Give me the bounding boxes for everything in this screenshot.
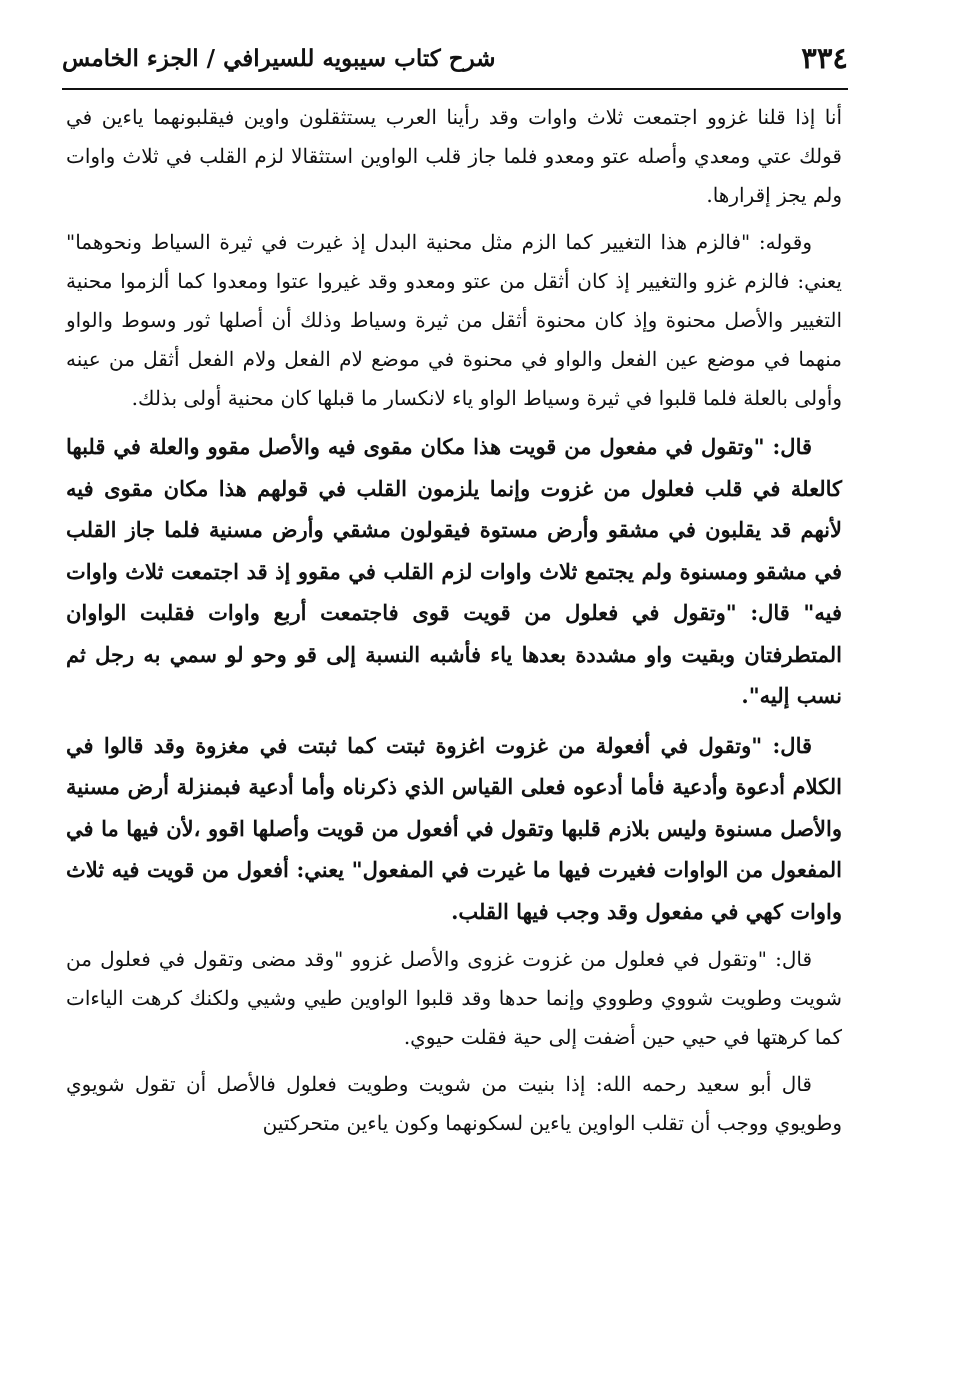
running-header bbox=[62, 38, 848, 82]
paragraph-quoted: قال: "وتقول في أفعولة من غزوت اغزوة ثبتت كما ثبتت في مغزوة وقد قالوا في الكلام أدعوة وأدعية فأما أدعوه فعلى القياس الذي ذكرناه وأما أدعية فبمنزلة أرض مسنية والأصل مسنوة وليس بلازم قلبها وتقول في أفعول من قويت وأصلها اقوو ،لأن فيها ما في المفعول من الواوات فغيرت فيها ما غيرت في المفعول" يعني: أفعول من قويت فيه ثلاث واوات كهي في مفعول وقد وجب فيها القلب. bbox=[66, 732, 842, 924]
body-text bbox=[66, 98, 842, 1151]
header-rule bbox=[62, 88, 848, 90]
paragraph: قال: "وتقول في فعلول من غزوت غزوى والأصل غزوو "وقد مضى وتقول في فعلول من شويت وطويت شووي وطووي وإنما حدها وقد قلبوا الواوين طيي وشيي ولكنك كرهت الياءات كما كرهتها في حيي حين أضفت إلى حية فقلت حيوي. bbox=[66, 947, 842, 1049]
page-number: ٣٣٤ bbox=[801, 41, 848, 75]
running-title: شرح كتاب سيبويه للسيرافي / الجزء الخامس bbox=[62, 45, 496, 72]
paragraph: قال أبو سعيد رحمه الله: إذا بنيت من شويت وطويت فعلول فالأصل أن تقول شويوي وطويوي ووجب أن تقلب الواوين ياءين لسكونهما وكون ياءين متحركتين bbox=[66, 1072, 842, 1135]
paragraph: أنا إذا قلنا غزوو اجتمعت ثلاث واوات وقد رأينا العرب يستثقلون واوين فيقلبونهما ياءين في قولك عتي ومعدي وأصله عتو ومعدو فلما جاز قلب الواوين استثقالا لزم القلب في ثلاث واوات ولم يجز إقرارها. bbox=[66, 105, 842, 207]
paragraph-quoted: قال: "وتقول في مفعول من قويت هذا مكان مقوى فيه والأصل مقوو والعلة في قلبها كالعلة في قلب فعلول من غزوت وإنما يلزمون القلب في قولهم هذا مكان مقوى فيه لأنهم قد يقلبون في مشقو وأرض مستوة فيقولون مشقي وأرض مسنية فلما جاز القلب في مشقو ومسنوة ولم يجتمع ثلاث واوات لزم القلب في مقوو إذ قد اجتمعت ثلاث واوات فيه" قال: "وتقول في فعلول من قويت قوى فاجتمعت أربع واوات فقلبت الواوان المتطرفتان وبقيت واو مشددة بعدها ياء فأشبه النسبة إلى قو وحو لو سمي به رجل ثم نسب إليه". bbox=[66, 434, 842, 708]
paragraph: وقوله: "فالزم هذا التغيير كما الزم مثل محنية البدل إذ غيرت في ثيرة السياط ونحوهما" يعني: فالزم غزو والتغيير إذ كان أثقل من عتو ومعدو وقد غيروا عتوا ومعدوا كما ألزموا محنية التغيير والأصل محنوة وإذ كان محنوة أثقل من ثيرة وسياط وذلك أن أصلها ثور وسوط والواو منهما في موضع عين الفعل والواو في محنوة في موضع لام الفعل ولام الفعل أثقل من عينه وأولى بالعلة فلما قلبوا في ثيرة وسياط الواو ياء لانكسار ما قبلها كان محنية أولى بذلك. bbox=[66, 230, 842, 410]
